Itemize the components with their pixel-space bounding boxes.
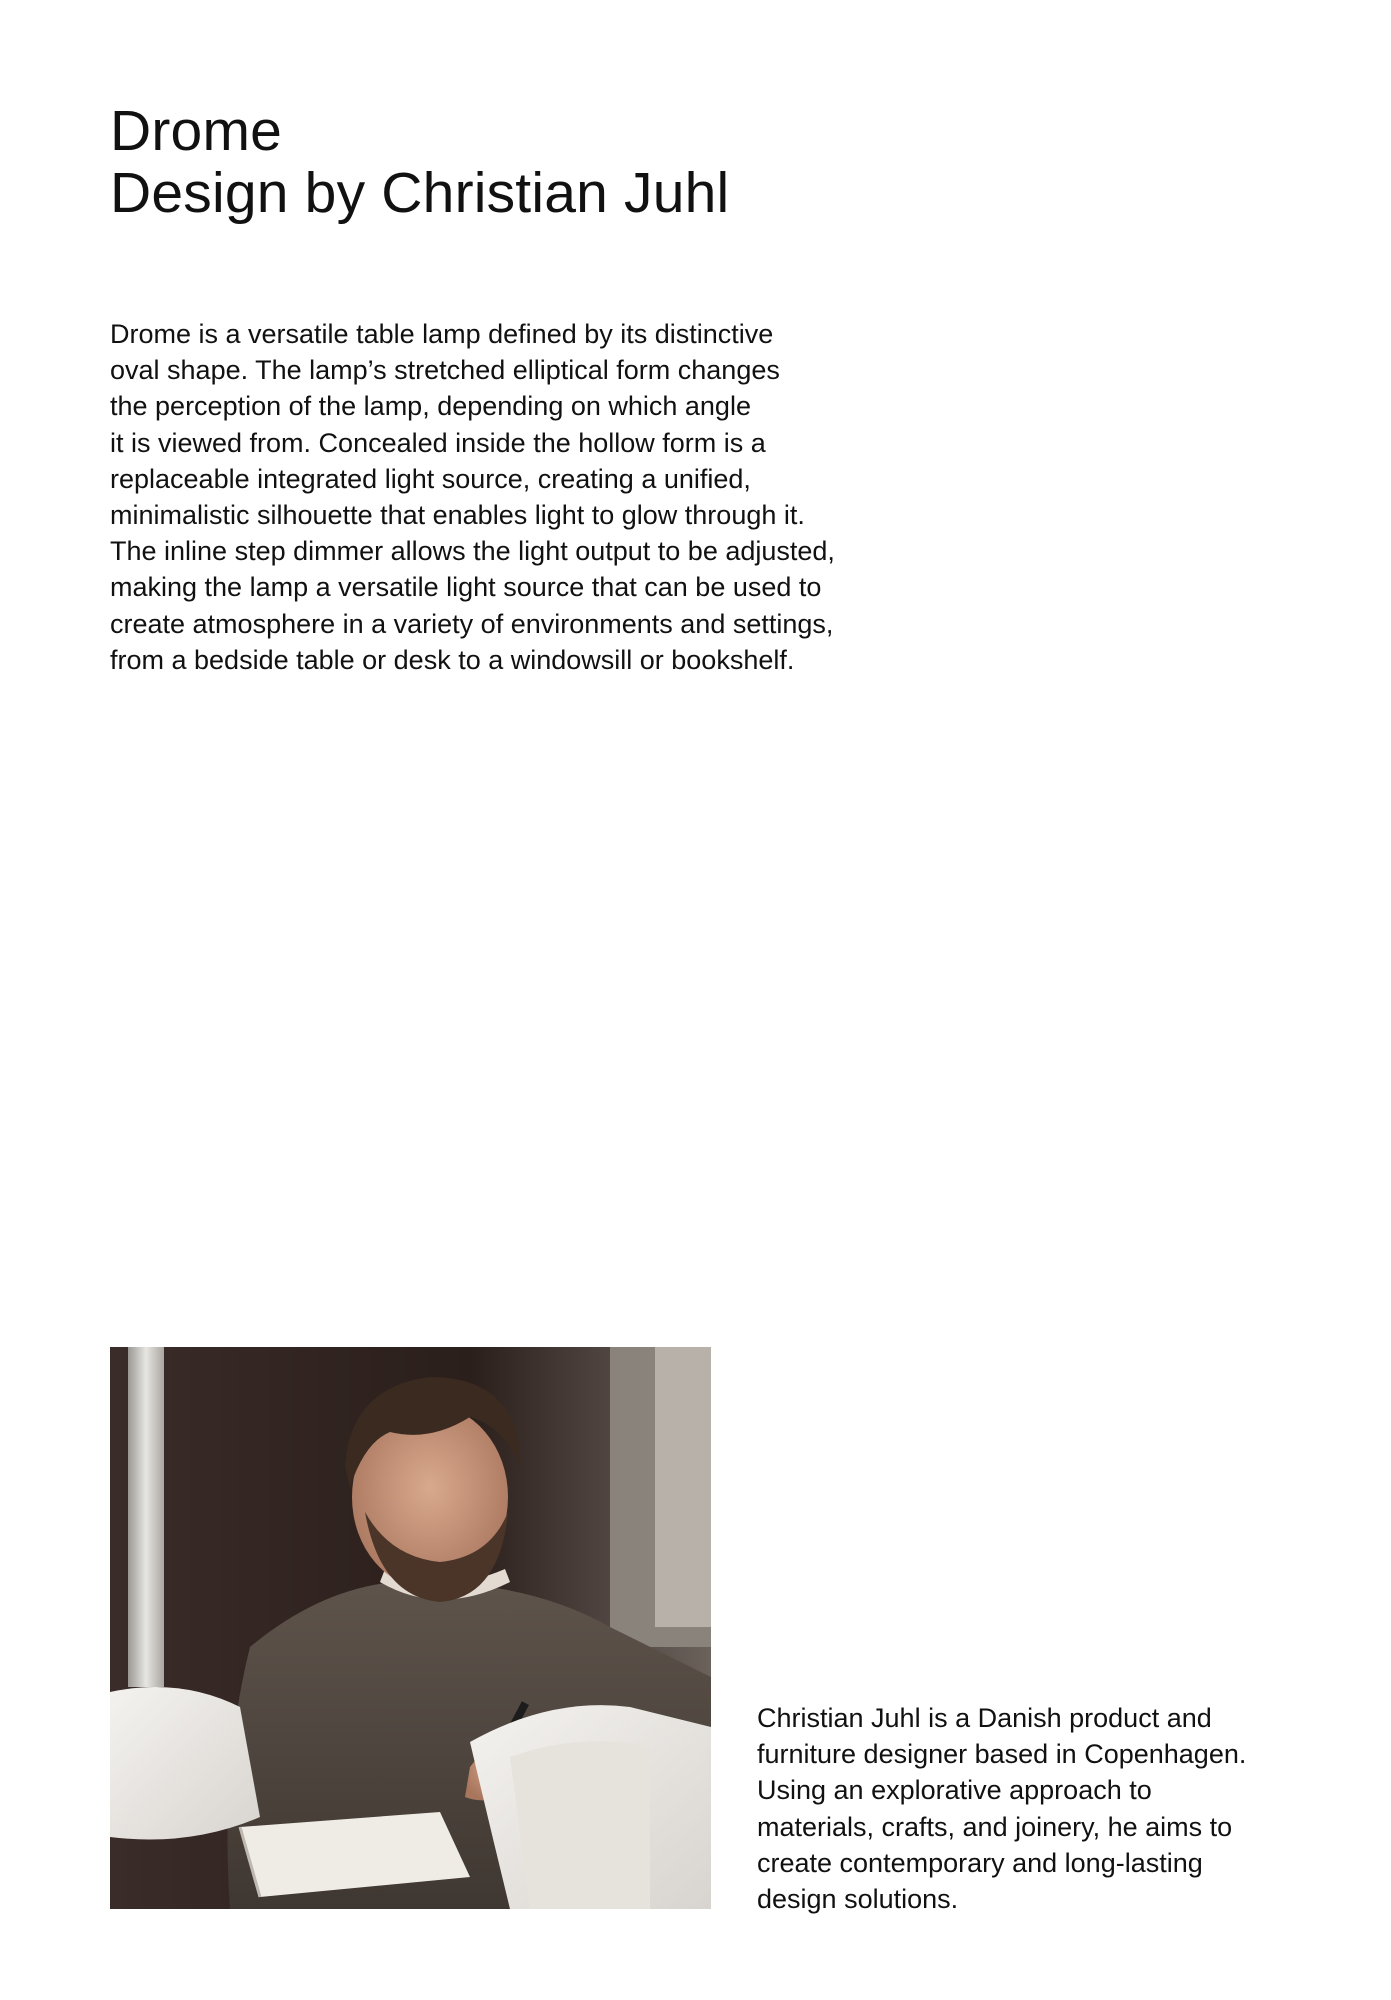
description-line: create atmosphere in a variety of environments and settings, [110,608,834,639]
description-line: making the lamp a versatile light source that can be used to [110,572,822,603]
bio-line: materials, crafts, and joinery, he aims to [757,1811,1233,1842]
description-line: oval shape. The lamp’s stretched elliptical form changes [110,355,780,386]
description-line: The inline step dimmer allows the light output to be adjusted, [110,536,835,567]
page-title [110,100,729,224]
product-description [110,316,940,678]
bio-line: create contemporary and long-lasting [757,1847,1203,1878]
description-line: it is viewed from. Concealed inside the hollow form is a [110,427,766,458]
designer-bio [757,1700,1317,1917]
bio-line: design solutions. [757,1884,959,1915]
bio-line: Christian Juhl is a Danish product and [757,1703,1212,1733]
description-line: Drome is a versatile table lamp defined by its distinctive [110,319,774,349]
description-line: the perception of the lamp, depending on which angle [110,391,751,422]
designer-credit: Design by Christian Juhl [110,161,730,225]
product-name: Drome [110,99,283,163]
description-line: from a bedside table or desk to a windowsill or bookshelf. [110,644,795,675]
bio-line: furniture designer based in Copenhagen. [757,1739,1247,1770]
description-line: minimalistic silhouette that enables light to glow through it. [110,500,805,531]
bio-line: Using an explorative approach to [757,1775,1152,1806]
description-line: replaceable integrated light source, creating a unified, [110,463,751,494]
designer-photo [110,1347,711,1909]
